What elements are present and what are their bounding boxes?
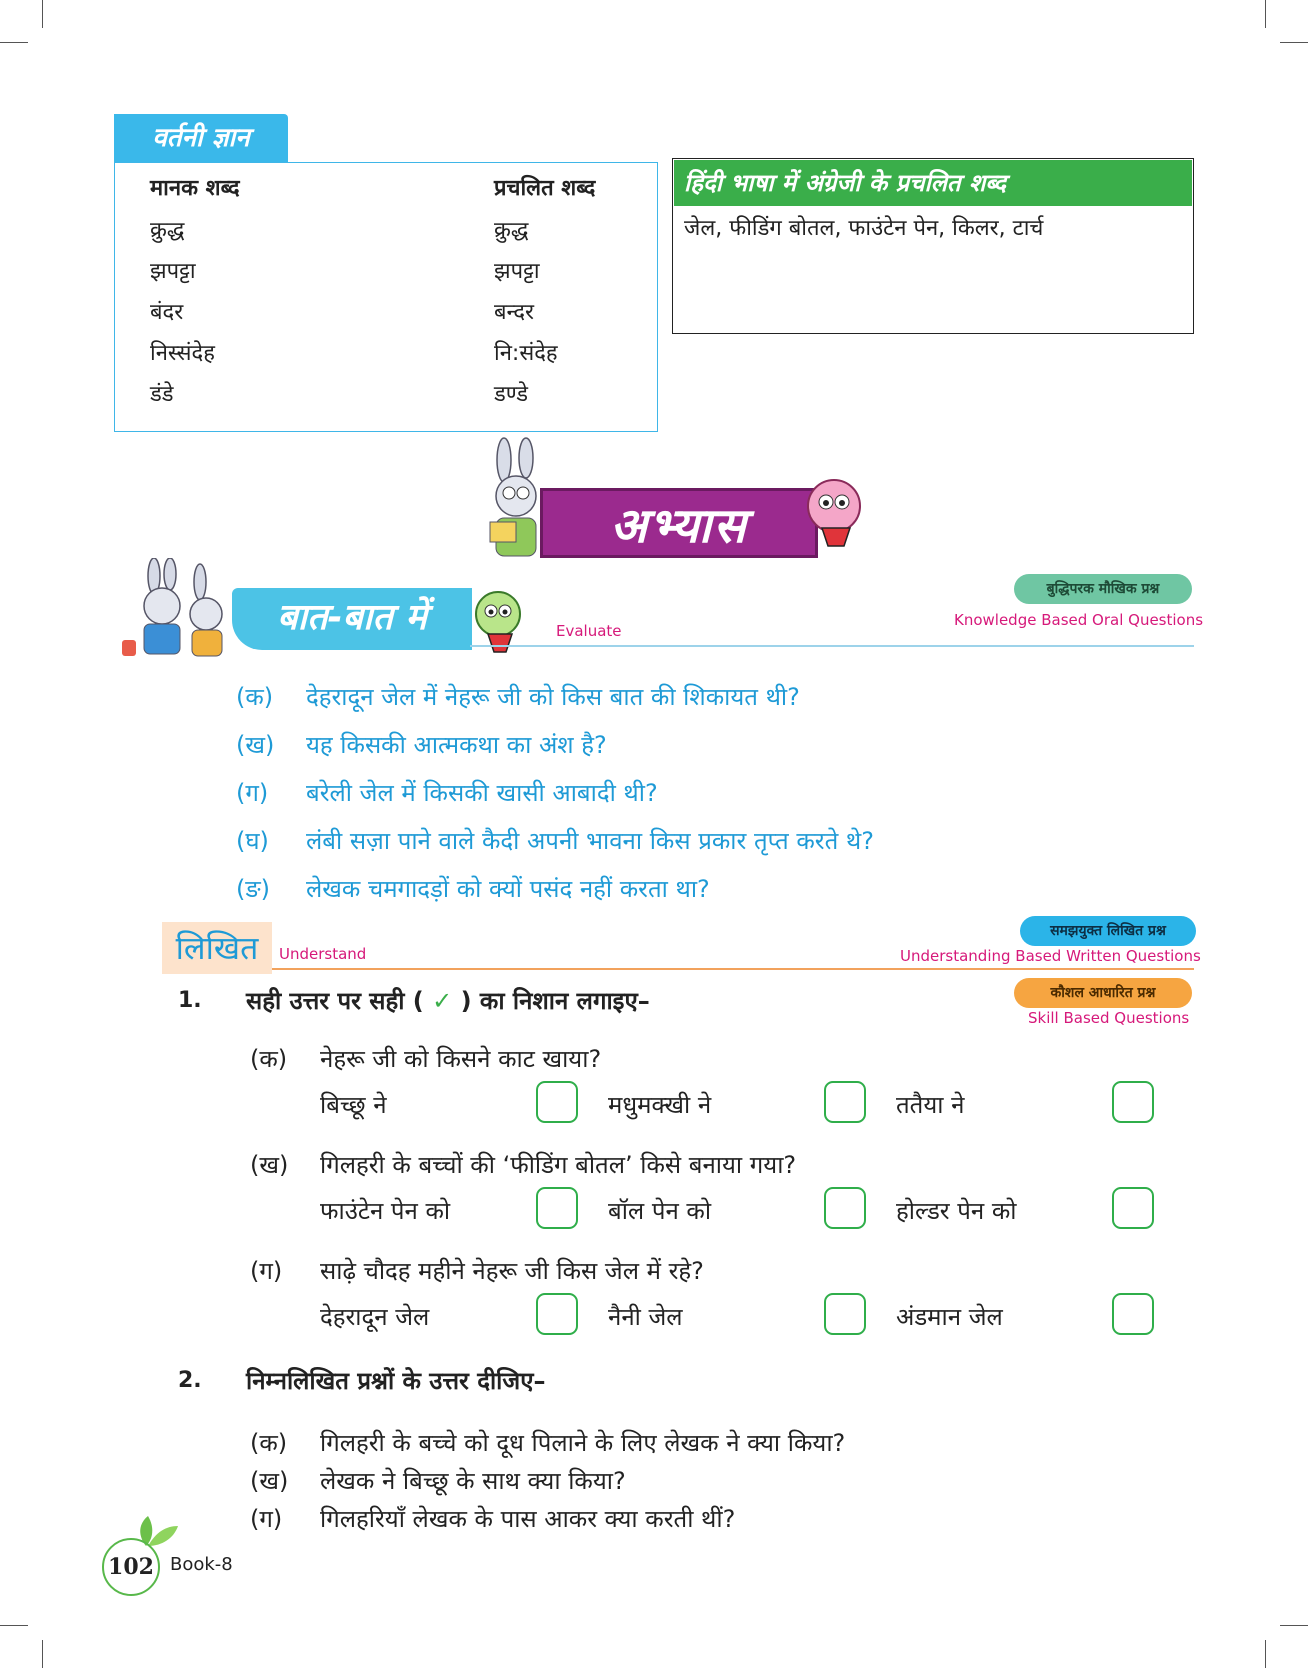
spelling-common-word: नि:संदेह (494, 341, 558, 366)
skill-questions-subtitle: Skill Based Questions (1028, 1009, 1190, 1027)
question-text: यह किसकी आत्मकथा का अंश है? (306, 731, 607, 759)
answer-checkbox[interactable] (1112, 1293, 1154, 1335)
written-question (250, 1502, 735, 1535)
answer-checkbox[interactable] (1112, 1187, 1154, 1229)
answer-checkbox[interactable] (824, 1187, 866, 1229)
question-label: (क) (250, 1045, 288, 1073)
question-label: (ग) (250, 1257, 283, 1285)
abhyas-banner: अभ्यास (540, 488, 818, 558)
spelling-standard-word: क्रुद्ध (150, 218, 185, 243)
crop-mark (42, 1640, 43, 1668)
written-questions-subtitle: Understanding Based Written Questions (900, 947, 1201, 965)
page-number: 102 (102, 1538, 160, 1596)
oral-questions-subtitle: Knowledge Based Oral Questions (954, 611, 1204, 629)
crop-mark (1280, 1625, 1308, 1626)
mcq-option: मधुमक्खी ने (608, 1091, 712, 1119)
english-words-title: हिंदी भाषा में अंग्रेजी के प्रचलित शब्द (674, 160, 1192, 206)
bulb-mascot-icon (800, 476, 872, 552)
mcq-question (250, 1254, 704, 1287)
spelling-standard-word: झपट्टा (150, 259, 196, 284)
question-number: 2. (178, 1368, 202, 1393)
crop-mark (42, 0, 43, 28)
mcq-question (250, 1042, 601, 1075)
q2-heading: निम्नलिखित प्रश्नों के उत्तर दीजिए– (246, 1367, 546, 1395)
crop-mark (1265, 0, 1266, 28)
q1-heading-end: ) का निशान लगाइए– (460, 987, 650, 1015)
crop-mark (0, 42, 28, 43)
baat-baat-mein-banner: बात-बात में (232, 588, 472, 650)
oral-questions-pill: बुद्धिपरक मौखिक प्रश्न (1014, 574, 1192, 604)
question-text: साढ़े चौदह महीने नेहरू जी किस जेल में रहे? (320, 1257, 704, 1285)
answer-checkbox[interactable] (1112, 1081, 1154, 1123)
written-questions-pill: समझयुक्त लिखित प्रश्न (1020, 916, 1196, 946)
book-label: Book-8 (170, 1554, 233, 1575)
question-label: (क) (236, 683, 274, 711)
oral-question (236, 776, 658, 809)
question-text: लंबी सज़ा पाने वाले कैदी अपनी भावना किस प्रकार तृप्त करते थे? (306, 827, 874, 855)
crop-mark (1265, 1640, 1266, 1668)
question-label: (ख) (250, 1151, 289, 1179)
spelling-standard-word: बंदर (150, 300, 184, 325)
oral-question (236, 680, 800, 713)
spelling-common-word: डण्डे (494, 382, 528, 407)
question-text: गिलहरी के बच्चे को दूध पिलाने के लिए लेखक ने क्या किया? (320, 1429, 846, 1457)
understand-tag: Understand (279, 945, 367, 963)
spelling-standard-word: निस्संदेह (150, 341, 215, 366)
section-divider (272, 968, 1194, 970)
mcq-option: फाउंटेन पेन को (320, 1197, 451, 1225)
spelling-box-title: वर्तनी ज्ञान (114, 114, 288, 162)
answer-checkbox[interactable] (824, 1293, 866, 1335)
spelling-common-word: झपट्टा (494, 259, 540, 284)
question-text: लेखक ने बिच्छू के साथ क्या किया? (320, 1467, 626, 1495)
english-words-list: जेल, फीडिंग बोतल, फाउंटेन पेन, किलर, टार्च (684, 216, 1044, 241)
skill-questions-pill: कौशल आधारित प्रश्न (1014, 978, 1192, 1008)
spelling-common-word: बन्दर (494, 300, 535, 325)
oral-question (236, 824, 874, 857)
spelling-common-word: क्रुद्ध (494, 218, 529, 243)
oral-question (236, 728, 607, 761)
question-label: (ख) (250, 1467, 289, 1495)
mcq-option: ततैया ने (896, 1091, 965, 1119)
answer-checkbox[interactable] (536, 1187, 578, 1229)
question-label: (ग) (250, 1505, 283, 1533)
spelling-col-standard: मानक शब्द (150, 176, 240, 201)
question-label: (क) (250, 1429, 288, 1457)
spelling-col-common: प्रचलित शब्द (494, 176, 596, 201)
mcq-option: देहरादून जेल (320, 1303, 430, 1331)
spelling-box (114, 162, 658, 432)
rabbits-illustration (118, 558, 236, 666)
check-icon: ✓ (432, 987, 453, 1015)
mcq-option: अंडमान जेल (896, 1303, 1003, 1331)
written-question (250, 1464, 626, 1497)
question-label: (ख) (236, 731, 275, 759)
written-question (250, 1426, 845, 1459)
answer-checkbox[interactable] (536, 1293, 578, 1335)
question-text: देहरादून जेल में नेहरू जी को किस बात की शिकायत थी? (306, 683, 800, 711)
question-text: लेखक चमगादड़ों को क्यों पसंद नहीं करता था? (306, 875, 710, 903)
question-text: बरेली जेल में किसकी खासी आबादी थी? (306, 779, 658, 807)
crop-mark (1280, 42, 1308, 43)
question-label: (ङ) (236, 875, 271, 903)
oral-question (236, 872, 710, 905)
mcq-option: होल्डर पेन को (896, 1197, 1017, 1225)
likhit-banner: लिखित (162, 922, 272, 974)
section-divider (470, 645, 1194, 647)
evaluate-tag: Evaluate (556, 622, 622, 640)
mcq-option: बॉल पेन को (608, 1197, 712, 1225)
answer-checkbox[interactable] (824, 1081, 866, 1123)
question-text: गिलहरी के बच्चों की ‘फीडिंग बोतल’ किसे बनाया गया? (320, 1151, 797, 1179)
mcq-option: नैनी जेल (608, 1303, 683, 1331)
q1-heading (246, 984, 650, 1017)
mcq-question (250, 1148, 796, 1181)
question-text: नेहरू जी को किसने काट खाया? (320, 1045, 602, 1073)
question-number: 1. (178, 988, 202, 1013)
q1-heading-start: सही उत्तर पर सही ( (246, 987, 424, 1015)
spelling-standard-word: डंडे (150, 382, 174, 407)
answer-checkbox[interactable] (536, 1081, 578, 1123)
mcq-option: बिच्छू ने (320, 1091, 387, 1119)
crop-mark (0, 1625, 28, 1626)
question-label: (ग) (236, 779, 269, 807)
question-text: गिलहरियाँ लेखक के पास आकर क्या करती थीं? (320, 1505, 736, 1533)
question-label: (घ) (236, 827, 269, 855)
